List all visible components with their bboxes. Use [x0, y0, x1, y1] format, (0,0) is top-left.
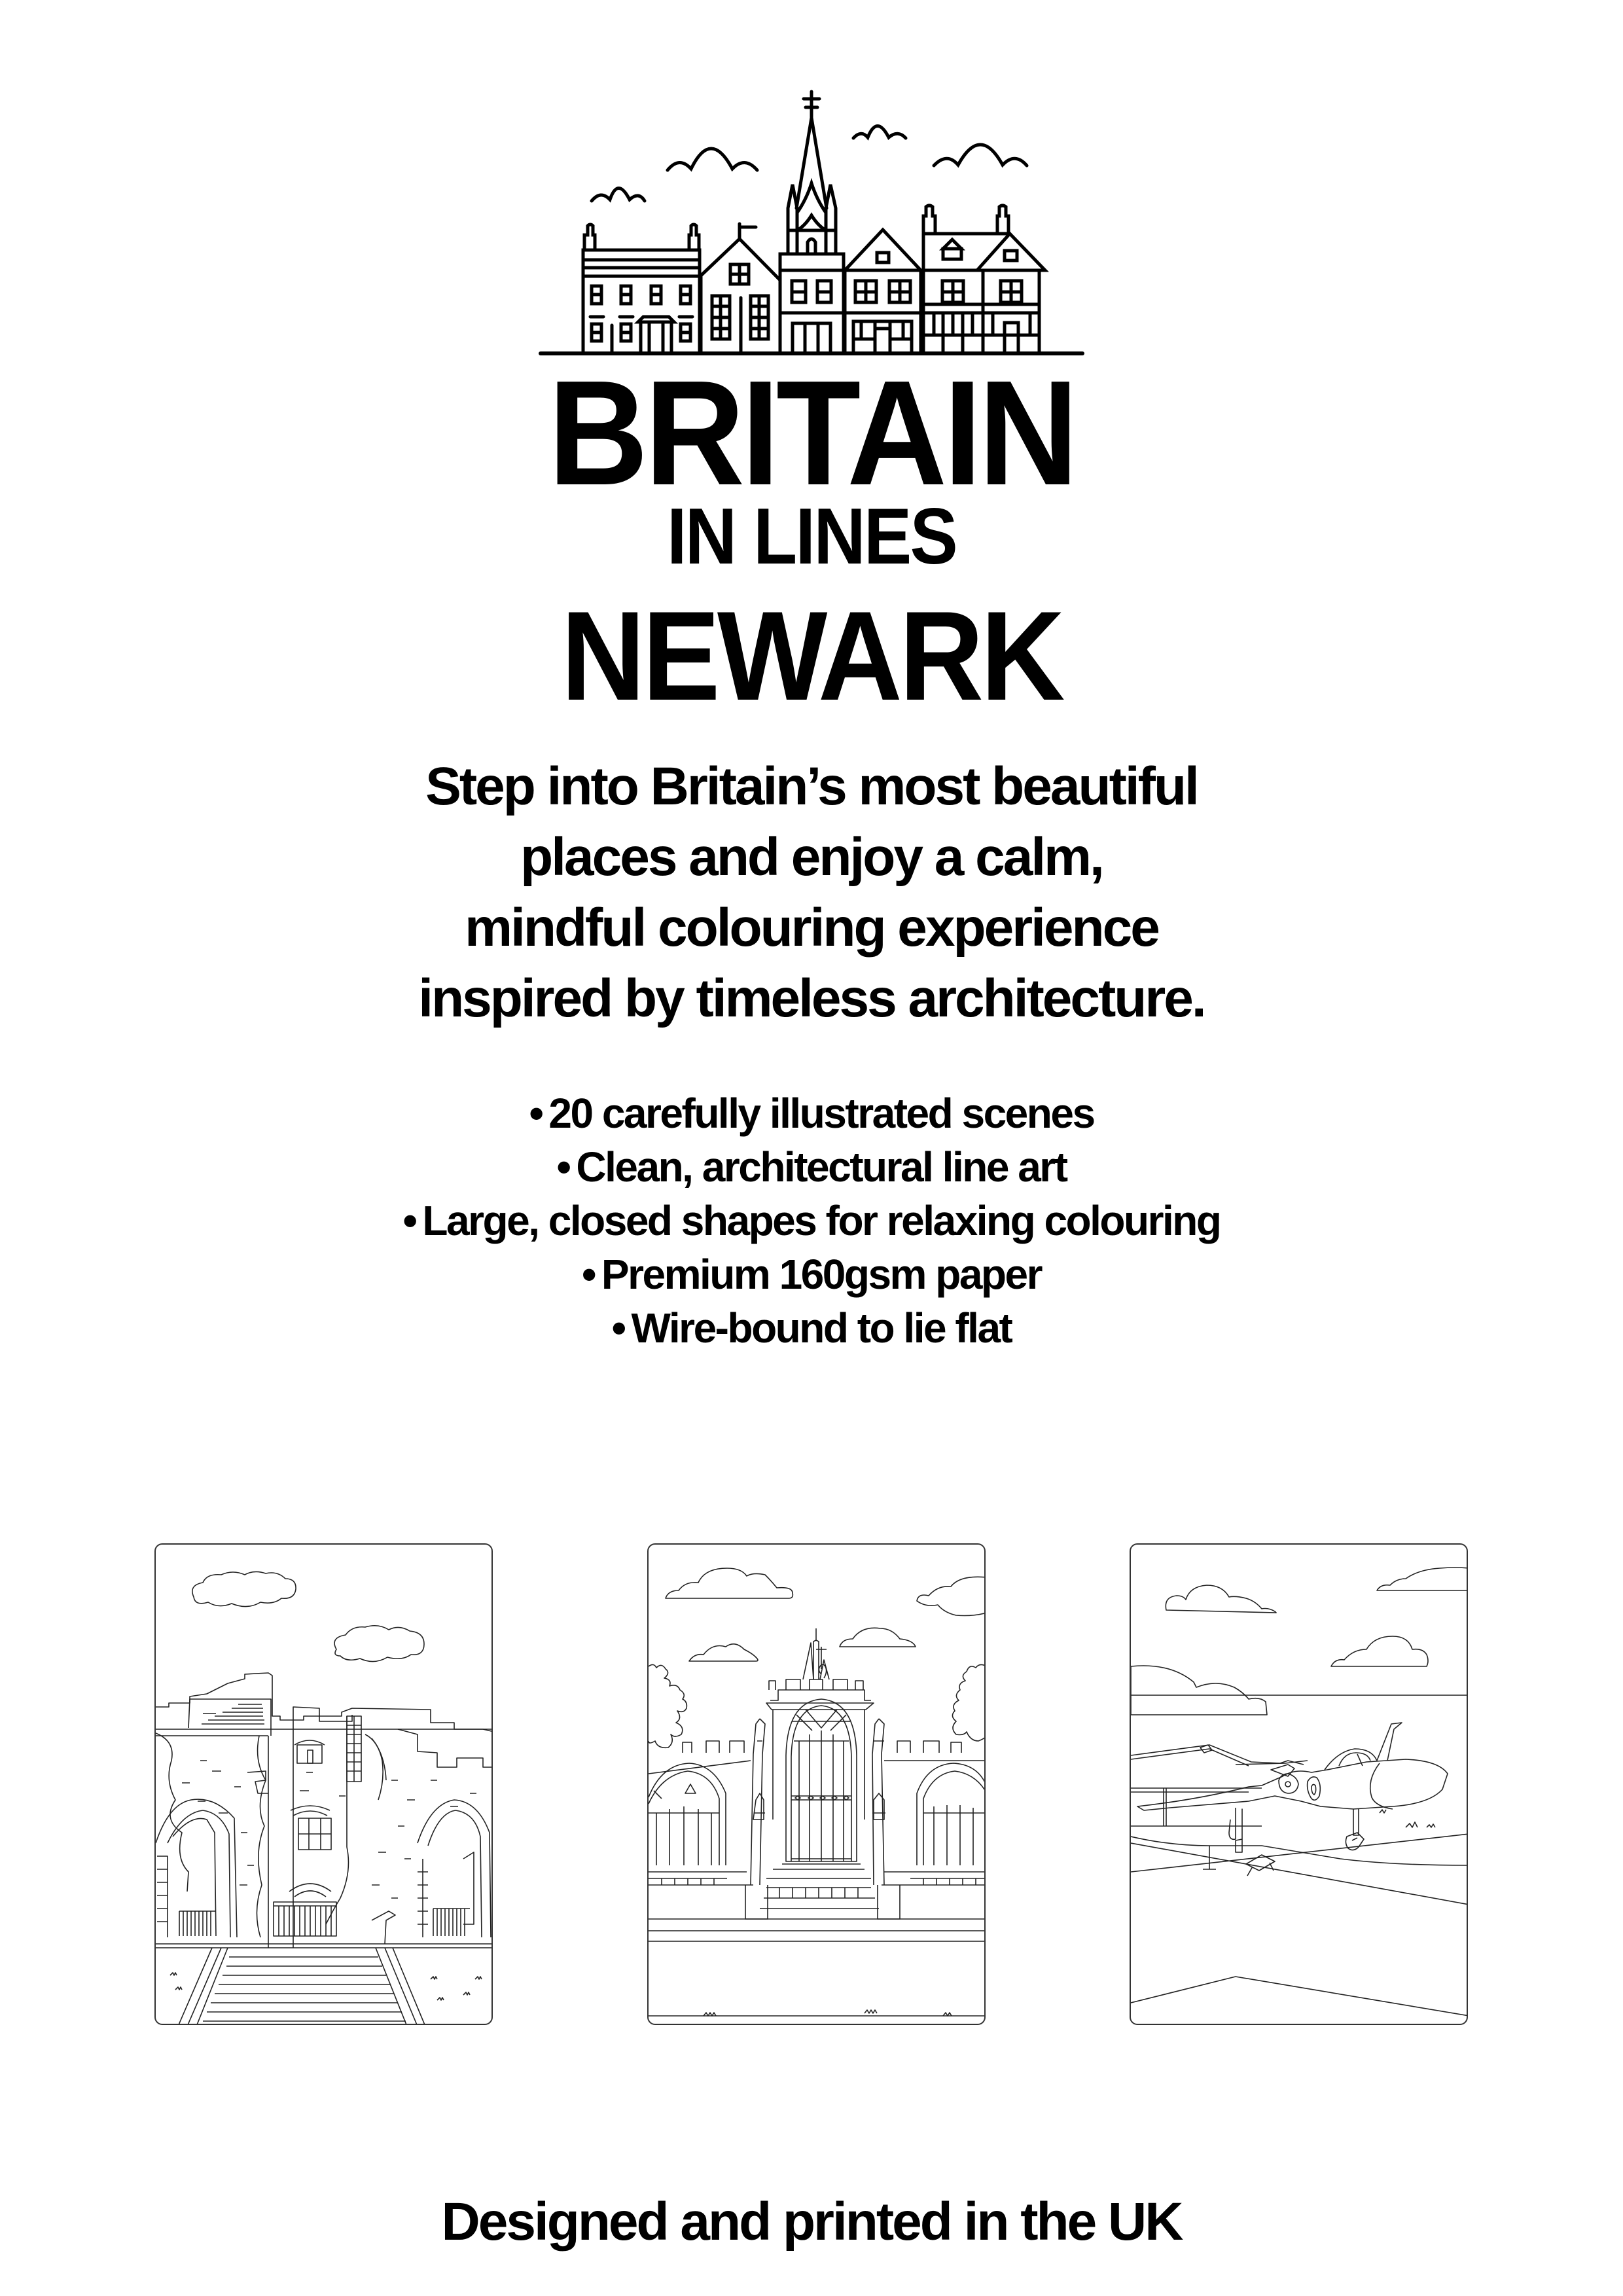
- preview-card-castle: [154, 1543, 493, 2025]
- footer-text: Designed and printed in the UK: [441, 2192, 1182, 2251]
- feature-text: Wire-bound to lie flat: [631, 1304, 1012, 1352]
- brand-subtitle: IN LINES: [666, 492, 957, 581]
- tagline: [0, 751, 1623, 1034]
- town-skyline-icon: [0, 0, 1623, 367]
- feature-text: Large, closed shapes for relaxing colouring: [422, 1197, 1221, 1244]
- town-title: NEWARK: [561, 585, 1062, 727]
- bullet-icon: •: [529, 1090, 543, 1137]
- brand-title: BRITAIN: [548, 350, 1075, 516]
- tagline-line: Step into Britain’s most beautiful: [425, 757, 1198, 816]
- feature-text: Premium 160gsm paper: [601, 1251, 1041, 1298]
- preview-card-church: [647, 1543, 986, 2025]
- church-spire: [780, 92, 844, 353]
- castle-ruins-illustration: [156, 1545, 493, 2025]
- bullet-icon: •: [611, 1304, 625, 1352]
- building-gabled: [701, 224, 780, 353]
- feature-item: [0, 1194, 1623, 1247]
- feature-text: Clean, architectural line art: [576, 1143, 1067, 1191]
- feature-item: [0, 1086, 1623, 1140]
- tagline-line: mindful colouring experience: [465, 898, 1158, 958]
- bullet-icon: •: [402, 1197, 416, 1244]
- building-tudor: [923, 206, 1045, 353]
- building-shopfront: [845, 230, 921, 353]
- feature-list: [0, 1086, 1623, 1355]
- feature-item: [0, 1140, 1623, 1194]
- preview-card-aircraft: [1130, 1543, 1468, 2025]
- feature-item: [0, 1301, 1623, 1355]
- tagline-line: places and enjoy a calm,: [520, 827, 1103, 887]
- jet-aircraft-illustration: [1131, 1545, 1468, 2025]
- building-georgian: [583, 224, 700, 353]
- bullet-icon: •: [582, 1251, 595, 1298]
- church-window-illustration: [649, 1545, 986, 2025]
- tagline-line: inspired by timeless architecture.: [418, 969, 1205, 1028]
- feature-text: 20 carefully illustrated scenes: [548, 1090, 1094, 1137]
- bullet-icon: •: [556, 1143, 570, 1191]
- feature-item: [0, 1247, 1623, 1301]
